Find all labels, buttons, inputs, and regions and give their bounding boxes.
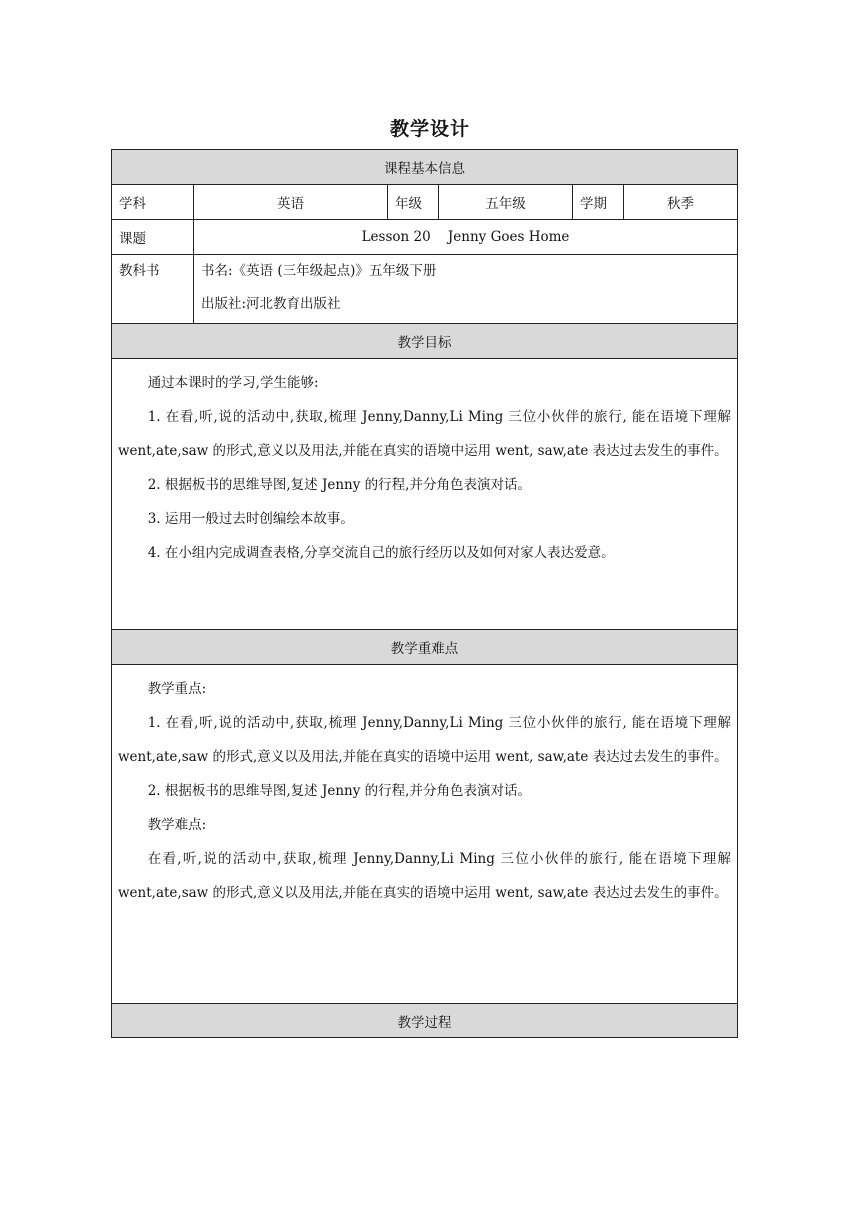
section-title: 教学过程	[112, 1004, 738, 1038]
focus-label: 教学重点:	[147, 681, 207, 697]
subject-label: 学科	[112, 185, 194, 220]
focus-item: 2. 根据板书的思维导图,复述 Jenny 的行程,并分角色表演对话。	[147, 783, 531, 799]
difficulty-text: 在看,听,说的活动中,获取,梳理 Jenny,Danny,Li Ming 三位小伙伴的旅行, 能在语境下理解 went,ate,saw 的形式,意义以及用法,并能在真实的语境中运用 went, saw,ate 表达过去发生的事件。	[118, 851, 731, 901]
objective-item: 2. 根据板书的思维导图,复述 Jenny 的行程,并分角色表演对话。	[147, 477, 531, 493]
objectives-intro: 通过本课时的学习,学生能够:	[147, 375, 319, 391]
info-row	[112, 185, 738, 220]
section-header-process	[112, 1004, 738, 1038]
difficulty-label: 教学难点:	[147, 817, 207, 833]
page-title: 教学设计	[389, 118, 470, 140]
topic-label: 课题	[112, 220, 194, 255]
term-value: 秋季	[624, 185, 738, 220]
section-title: 课程基本信息	[112, 150, 738, 185]
objective-item: 4. 在小组内完成调查表格,分享交流自己的旅行经历以及如何对家人表达爱意。	[147, 545, 615, 561]
key-points-row	[112, 665, 738, 1004]
section-header-basic-info	[112, 150, 738, 185]
subject-value: 英语	[194, 185, 388, 220]
section-title: 教学目标	[112, 324, 738, 359]
textbook-info-cell	[194, 255, 738, 324]
textbook-name: 书名:《英语 (三年级起点)》五年级下册	[201, 263, 437, 279]
section-header-objectives	[112, 324, 738, 359]
key-points-cell	[112, 665, 738, 1004]
topic-value: Lesson 20 Jenny Goes Home	[194, 220, 738, 255]
section-title: 教学重难点	[112, 630, 738, 665]
textbook-label-cell	[112, 255, 194, 324]
grade-value: 五年级	[439, 185, 573, 220]
focus-item: 1. 在看,听,说的活动中,获取,梳理 Jenny,Danny,Li Ming 三位小伙伴的旅行, 能在语境下理解 went,ate,saw 的形式,意义以及用法,并能在真实的语境中运用 went, saw,ate 表达过去发生的事件。	[118, 715, 731, 765]
term-label: 学期	[573, 185, 624, 220]
objective-item: 1. 在看,听,说的活动中,获取,梳理 Jenny,Danny,Li Ming 三位小伙伴的旅行, 能在语境下理解 went,ate,saw 的形式,意义以及用法,并能在真实的语境中运用 went, saw,ate 表达过去发生的事件。	[118, 409, 731, 459]
section-header-key-points	[112, 630, 738, 665]
objectives-cell	[112, 359, 738, 630]
lesson-plan-table	[111, 149, 738, 1038]
topic-row	[112, 220, 738, 255]
grade-label: 年级	[388, 185, 439, 220]
textbook-label: 教科书	[119, 263, 160, 279]
textbook-row	[112, 255, 738, 324]
objective-item: 3. 运用一般过去时创编绘本故事。	[147, 511, 354, 527]
objectives-row	[112, 359, 738, 630]
textbook-publisher: 出版社:河北教育出版社	[201, 296, 341, 312]
